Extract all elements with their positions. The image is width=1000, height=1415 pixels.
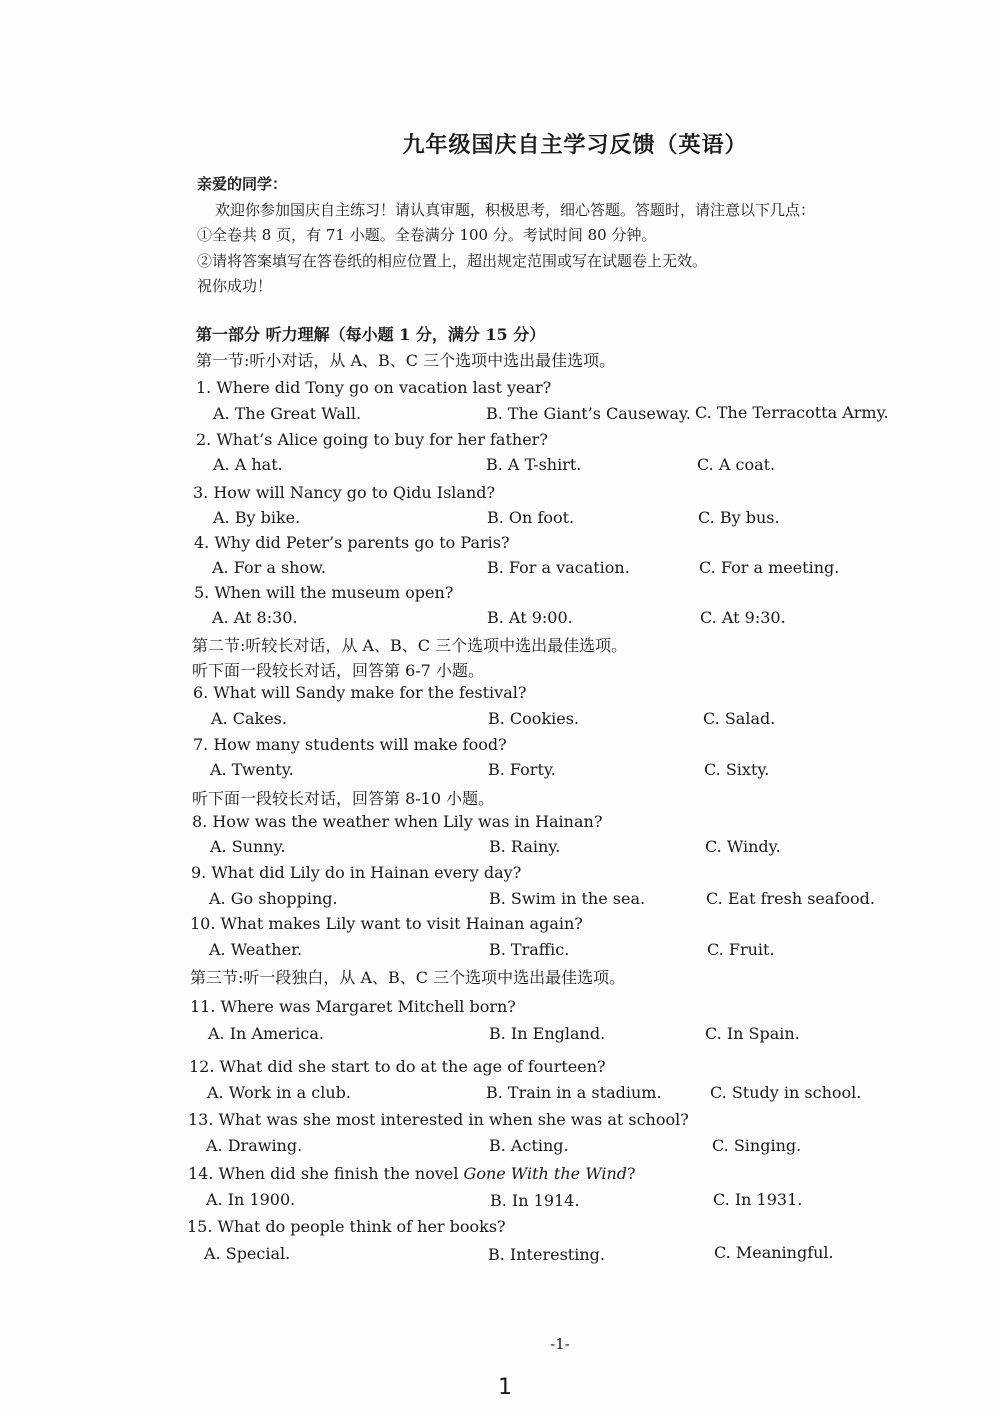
q14-novel-title: Gone With the Wind [463,1164,628,1183]
page-title: 九年级国庆自主学习反馈（英语） [402,132,748,158]
q15-option-c: C. Meaningful. [714,1243,834,1262]
section3-instruction: 第三节:听一段独白，从 A、B、C 三个选项中选出最佳选项。 [190,968,626,987]
q15-option-b: B. Interesting. [488,1245,605,1264]
intro-line-3: ②请将答案填写在答卷纸的相应位置上，超出规定范围或写在试题卷上无效。 [197,251,708,270]
page-number: 1 [498,1375,512,1400]
q12-option-a: A. Work in a club. [207,1083,351,1102]
q3-option-a: A. By bike. [213,508,301,527]
section2-instruction: 第二节:听较长对话，从 A、B、C 三个选项中选出最佳选项。 [192,636,628,655]
question-10: 10. What makes Lily want to visit Hainan again? [190,914,583,933]
q9-option-a: A. Go shopping. [209,889,338,908]
q1-option-b: B. The Giant’s Causeway. [486,404,692,423]
question-8: 8. How was the weather when Lily was in Hainan? [192,812,603,831]
question-2: 2. What’s Alice going to buy for her father? [196,430,548,449]
q12-option-c: C. Study in school. [710,1083,862,1102]
q5-option-c: C. At 9:30. [700,608,786,627]
q8-option-c: C. Windy. [705,837,781,856]
q4-option-c: C. For a meeting. [699,558,840,577]
q11-option-a: A. In America. [208,1024,324,1043]
q3-option-c: C. By bus. [698,508,780,527]
q2-option-b: B. A T-shirt. [486,455,582,474]
q8-option-a: A. Sunny. [210,837,286,856]
intro-block [197,172,917,300]
page-footer-label: -1- [550,1335,570,1353]
q13-option-a: A. Drawing. [206,1136,303,1155]
q13-option-c: C. Singing. [712,1136,802,1155]
q8-option-b: B. Rainy. [489,837,561,856]
intro-line-1: 欢迎你参加国庆自主练习！请认真审题，积极思考，细心答题。答题时，请注意以下几点： [215,200,816,219]
q14-option-b: B. In 1914. [490,1191,580,1210]
q14-prefix: 14. When did she finish the novel [188,1164,464,1183]
question-4: 4. Why did Peter’s parents go to Paris? [194,533,510,552]
intro-greeting: 亲爱的同学： [197,175,288,193]
q9-option-b: B. Swim in the sea. [489,889,646,908]
q14-option-c: C. In 1931. [713,1190,803,1209]
q7-option-a: A. Twenty. [210,760,294,779]
q11-option-b: B. In England. [489,1024,606,1043]
question-13: 13. What was she most interested in when she was at school? [188,1110,689,1129]
question-7: 7. How many students will make food? [193,735,507,754]
q4-option-a: A. For a show. [212,558,326,577]
section1-instruction: 第一节:听小对话，从 A、B、C 三个选项中选出最佳选项。 [196,351,616,370]
q4-option-b: B. For a vacation. [487,558,630,577]
question-12: 12. What did she start to do at the age of fourteen? [189,1057,606,1076]
section2-subinstruction-2: 听下面一段较长对话，回答第 8-10 小题。 [192,789,495,808]
question-14 [188,1164,636,1183]
q2-option-c: C. A coat. [697,455,776,474]
question-11: 11. Where was Margaret Mitchell born? [190,997,516,1016]
q6-option-a: A. Cakes. [211,709,287,728]
section2-subinstruction-1: 听下面一段较长对话，回答第 6-7 小题。 [192,661,484,680]
question-1: 1. Where did Tony go on vacation last year? [196,378,552,397]
q6-option-b: B. Cookies. [488,709,580,728]
q12-option-b: B. Train in a stadium. [486,1083,662,1102]
intro-line-2: ①全卷共 8 页，有 71 小题。全卷满分 100 分。考试时间 80 分钟。 [197,226,657,244]
q10-option-c: C. Fruit. [707,940,775,959]
q5-option-b: B. At 9:00. [487,608,573,627]
question-3: 3. How will Nancy go to Qidu Island? [193,483,496,502]
q5-option-a: A. At 8:30. [212,608,298,627]
q9-option-c: C. Eat fresh seafood. [706,889,875,908]
question-6: 6. What will Sandy make for the festival? [193,683,527,702]
q2-option-a: A. A hat. [213,455,283,474]
q7-option-c: C. Sixty. [704,760,770,779]
q14-option-a: A. In 1900. [206,1190,296,1209]
q13-option-b: B. Acting. [489,1136,569,1155]
q10-option-a: A. Weather. [209,940,303,959]
q3-option-b: B. On foot. [487,508,575,527]
q1-option-c: C. The Terracotta Army. [695,403,889,422]
q14-suffix: ? [627,1164,636,1183]
q1-option-a: A. The Great Wall. [213,404,362,423]
q7-option-b: B. Forty. [488,760,556,779]
q6-option-c: C. Salad. [703,709,776,728]
part1-header: 第一部分 听力理解（每小题 1 分，满分 15 分） [196,325,546,344]
q10-option-b: B. Traffic. [489,940,570,959]
question-9: 9. What did Lily do in Hainan every day? [191,863,522,882]
q15-option-a: A. Special. [204,1244,291,1263]
q11-option-c: C. In Spain. [705,1024,800,1043]
question-15: 15. What do people think of her books? [187,1217,506,1236]
intro-line-4: 祝你成功！ [197,277,273,295]
question-5: 5. When will the museum open? [194,583,454,602]
